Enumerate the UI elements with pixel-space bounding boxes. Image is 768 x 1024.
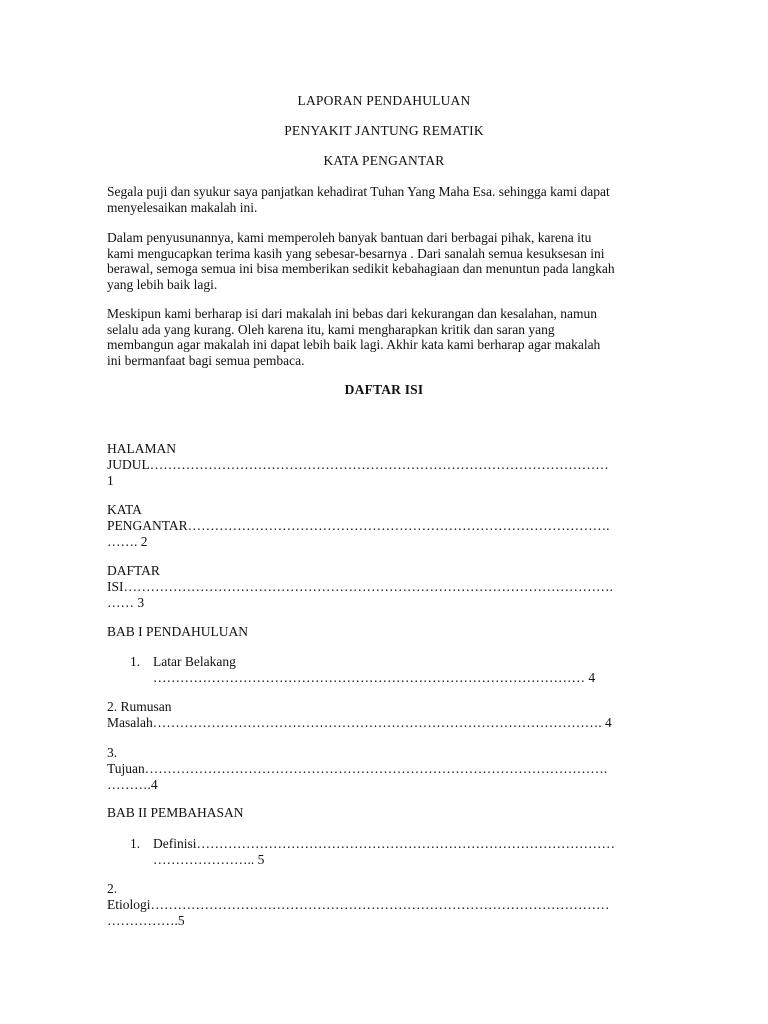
paragraph-line: Meskipun kami berharap isi dari makalah ini bebas dari kekurangan dan kesalahan, namun bbox=[107, 306, 597, 321]
toc-page-number: ……. 2 bbox=[107, 534, 148, 549]
toc-list-number: 1. bbox=[130, 654, 141, 669]
document-subtitle: PENYAKIT JANTUNG REMATIK bbox=[284, 123, 484, 138]
toc-entry-text: KATA bbox=[107, 502, 142, 517]
toc-entry-leader: PENGANTAR…………………………………………………………………………………. bbox=[107, 518, 610, 533]
toc-entry-leader: ISI………………………………………………………………………………………………. bbox=[107, 579, 613, 594]
toc-page-number: 1 bbox=[107, 473, 114, 488]
paragraph-line: Dalam penyusunannya, kami memperoleh banyak bantuan dari berbagai pihak, karena itu bbox=[107, 230, 592, 245]
paragraph-3 bbox=[107, 306, 682, 368]
toc-list-number: 1. bbox=[130, 836, 141, 851]
paragraph-line: selalu ada yang kurang. Oleh karena itu, kami mengharapkan kritik dan saran yang bbox=[107, 321, 555, 337]
paragraph-line: ini bermanfaat bagi semua pembaca. bbox=[107, 352, 305, 368]
paragraph-line: menyelesaikan makalah ini. bbox=[107, 199, 258, 215]
toc-entry-text: DAFTAR bbox=[107, 563, 160, 578]
toc-page-number: …… 3 bbox=[107, 595, 145, 610]
toc-entry-leader: Tujuan…………………………………………………………………………………………. bbox=[107, 761, 608, 776]
paragraph-line: Segala puji dan syukur saya panjatkan kehadirat Tuhan Yang Maha Esa. sehingga kami dapat bbox=[107, 184, 610, 199]
toc-chapter-1: BAB I PENDAHULUAN bbox=[107, 624, 248, 639]
toc-page-number: ………………….. 5 bbox=[153, 852, 265, 867]
toc-entry-text: Latar Belakang bbox=[153, 654, 236, 669]
toc-entry-text: 3. bbox=[107, 745, 118, 760]
toc-entry-leader: JUDUL………………………………………………………………………………………… bbox=[107, 457, 609, 472]
paragraph-2 bbox=[107, 230, 682, 292]
toc-entry-leader: …………………………………………………………………………………… 4 bbox=[153, 670, 596, 685]
toc-page-number: ……….4 bbox=[107, 777, 158, 792]
paragraph-line: berawal, semoga semua ini bisa memberikan sedikit kebahagiaan dan menuntun pada langkah bbox=[107, 261, 615, 276]
toc-chapter-2: BAB II PEMBAHASAN bbox=[107, 805, 244, 820]
toc-entry-text: HALAMAN bbox=[107, 441, 176, 456]
toc-entry-text: 2. Rumusan bbox=[107, 699, 172, 714]
toc-entry-text: 2. bbox=[107, 881, 118, 896]
section-heading-kata-pengantar: KATA PENGANTAR bbox=[323, 153, 445, 168]
toc-page-number: …………….5 bbox=[107, 913, 185, 928]
toc-entry-leader: Etiologi………………………………………………………………………………………… bbox=[107, 897, 610, 912]
toc-entry-leader: Definisi………………………………………………………………………………… bbox=[153, 836, 615, 851]
section-heading-daftar-isi: DAFTAR ISI bbox=[344, 382, 424, 397]
paragraph-line: membangun agar makalah ini dapat lebih baik lagi. Akhir kata kami berharap agar makalah bbox=[107, 337, 601, 352]
paragraph-1 bbox=[107, 184, 682, 215]
document-title: LAPORAN PENDAHULUAN bbox=[297, 93, 471, 108]
paragraph-line: yang lebih baik lagi. bbox=[107, 276, 218, 292]
paragraph-line: kami mengucapkan terima kasih yang sebesar-besarnya . Dari sanalah semua kesuksesan ini bbox=[107, 245, 605, 261]
toc-entry-leader: Masalah………………………………………………………………………………………. 4 bbox=[107, 715, 612, 730]
